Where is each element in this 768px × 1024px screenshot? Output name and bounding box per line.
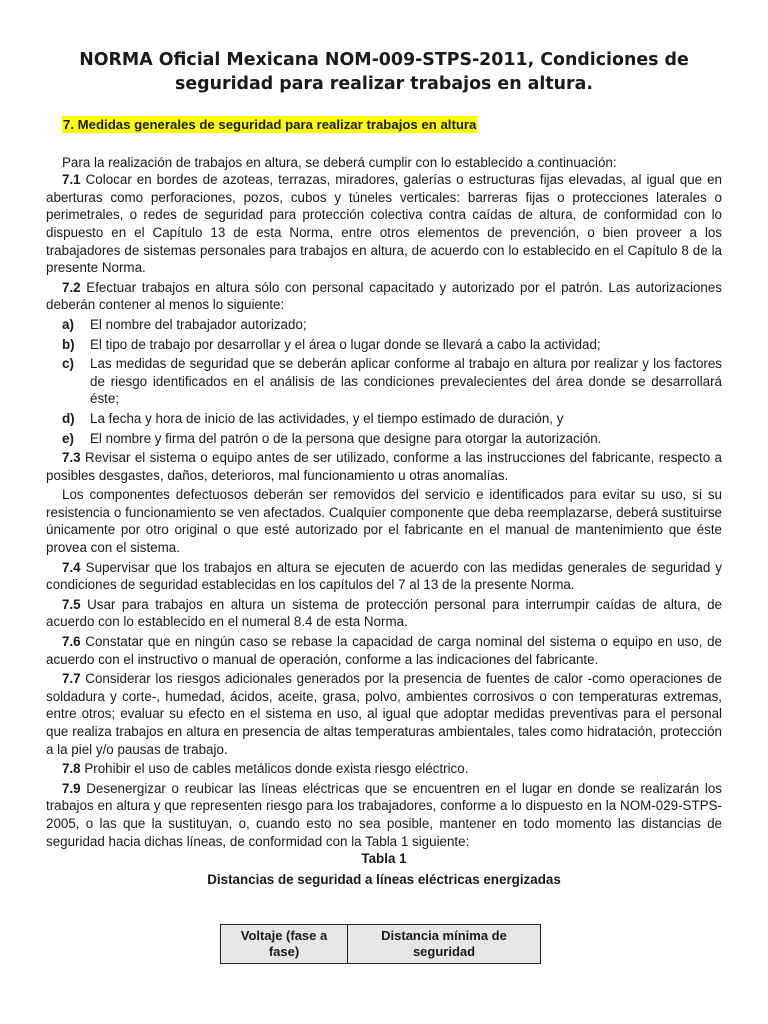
list-text: Las medidas de seguridad que se deberán aplicar conforme al trabajo en altura por realizar y los factores de riesgo identificados en el análisis de las condiciones prevalecientes del área donde se desarrollará éste; <box>90 356 722 407</box>
paragraph-7-3-continued: Los componentes defectuosos deberán ser removidos del servicio e identificados para evitar su uso, si su resistencia o funcionamiento se ven afectados. Cualquier componente que deba reemplazarse, deberá sustituirse únicamente por otro original o que esté autorizado por el fabricante en el manual de mantenimiento que éste provea con el sistema. <box>46 487 722 556</box>
document-page <box>46 48 722 888</box>
clause-text: Colocar en bordes de azoteas, terrazas, miradores, galerías o estructuras fijas elevadas, al igual que en aberturas como perforaciones, pozos, cubos y túneles verticales: barreras fijas o protecciones laterales o perimetrales, o redes de seguridad para protección colectiva contra caídas de altura, de conformidad con lo dispuesto en el Capítulo 13 de esta Norma, entre otros elementos de prevención, o bien proveer a los trabajadores de sistemas personales para trabajos en altura, de acuerdo con lo establecido en el Capítulo 8 de la presente Norma. <box>46 172 722 276</box>
list-letter: a) <box>62 316 74 332</box>
header-min-distance: Distancia mínima de seguridad <box>348 925 541 964</box>
table-subtitle: Distancias de seguridad a líneas eléctricas energizadas <box>207 871 561 887</box>
paragraph-7-6 <box>46 633 722 668</box>
clause-number: 7.1 <box>62 172 81 188</box>
paragraph-7-7 <box>46 670 722 758</box>
list-item <box>46 336 722 354</box>
section-heading-highlight: 7. Medidas generales de seguridad para realizar trabajos en altura <box>63 117 477 132</box>
list-text: El nombre del trabajador autorizado; <box>90 316 307 332</box>
clause-number: 7.8 <box>62 761 81 777</box>
list-text: El tipo de trabajo por desarrollar y el área o lugar donde se llevará a cabo la actividad; <box>90 336 601 352</box>
list-letter: d) <box>62 410 75 426</box>
clause-number: 7.2 <box>62 279 81 295</box>
list-item <box>46 316 722 334</box>
clause-text: Usar para trabajos en altura un sistema de protección personal para interrumpir caídas de altura, de acuerdo con lo establecido en el numeral 8.4 de esta Norma. <box>46 596 722 630</box>
list-text: La fecha y hora de inicio de las actividades, y el tiempo estimado de duración, y <box>90 410 564 426</box>
document-title: NORMA Oficial Mexicana NOM-009-STPS-2011, Condiciones de seguridad para realizar trabajos en altura. <box>79 50 689 94</box>
clause-text: Revisar el sistema o equipo antes de ser utilizado, conforme a las instrucciones del fabricante, respecto a posibles desgastes, daños, deterioros, mal funcionamiento u otras anomalías. <box>46 450 722 483</box>
table-header-row <box>221 925 541 964</box>
list-item <box>46 355 722 408</box>
clause-text: Desenergizar o reubicar las líneas eléctricas que se encuentren en el lugar en donde se realizarán los trabajos en altura y que representen riesgo para los trabajadores, conforme a lo dispuesto en la NOM-029-STPS-2005, o las que la sustituyan, o, cuando esto no sea posible, mantener en todo momento las distancias de seguridad hacia dichas líneas, de conformidad con la Tabla 1 siguiente: <box>46 780 722 849</box>
paragraph-7-9 <box>46 780 722 850</box>
table-title: Tabla 1 <box>361 851 407 867</box>
list-text: El nombre y firma del patrón o de la persona que designe para otorgar la autorización. <box>90 430 602 446</box>
list-item <box>46 410 722 428</box>
header-voltage: Voltaje (fase a fase) <box>221 925 348 964</box>
section-heading <box>46 116 722 134</box>
clause-number: 7.4 <box>62 559 81 575</box>
clause-number: 7.9 <box>62 780 81 796</box>
list-item <box>46 430 722 448</box>
list-letter: b) <box>62 336 75 352</box>
clause-text: Efectuar trabajos en altura sólo con personal capacitado y autorizado por el patrón. Las autorizaciones deberán contener al menos lo siguiente: <box>46 279 722 313</box>
paragraph-7-1 <box>46 171 722 277</box>
paragraph-7-5 <box>46 596 722 631</box>
clause-number: 7.3 <box>62 450 81 466</box>
clause-text: Considerar los riesgos adicionales generados por la presencia de fuentes de calor -como operaciones de soldadura y corte-, humedad, ácidos, aceite, grasa, polvo, ambientes corrosivos o con temperaturas extremas, entre otros; evaluar su efecto en el sistema en uso, al igual que adoptar medidas preventivas para el personal que realiza trabajos en altura en presencia de altas temperaturas ambientales, tales como hidratación, protección a la piel y/o pausas de trabajo. <box>46 671 722 757</box>
clause-text: Prohibir el uso de cables metálicos donde exista riesgo eléctrico. <box>80 761 469 777</box>
list-letter: e) <box>62 430 74 446</box>
paragraph-7-8 <box>46 760 722 778</box>
clause-text: Supervisar que los trabajos en altura se ejecuten de acuerdo con las medidas generales de seguridad y condiciones de seguridad establecidas en los capítulos del 7 al 13 de la presente Norma. <box>46 559 722 593</box>
paragraph-7-3 <box>46 449 722 484</box>
clause-number: 7.5 <box>62 596 81 612</box>
clause-text: Constatar que en ningún caso se rebase la capacidad de carga nominal del sistema o equipo en uso, de acuerdo con el instructivo o manual de operación, conforme a las indicaciones del fabricante. <box>46 634 722 667</box>
paragraph-7-4 <box>46 559 722 594</box>
intro-paragraph: Para la realización de trabajos en altura, se deberá cumplir con lo establecido a continuación: <box>62 154 617 170</box>
authorization-list <box>46 316 722 447</box>
clause-number: 7.6 <box>62 634 81 650</box>
safety-distance-table <box>220 924 541 964</box>
list-letter: c) <box>62 356 74 372</box>
paragraph-7-2 <box>46 279 722 314</box>
clause-number: 7.7 <box>62 671 81 687</box>
